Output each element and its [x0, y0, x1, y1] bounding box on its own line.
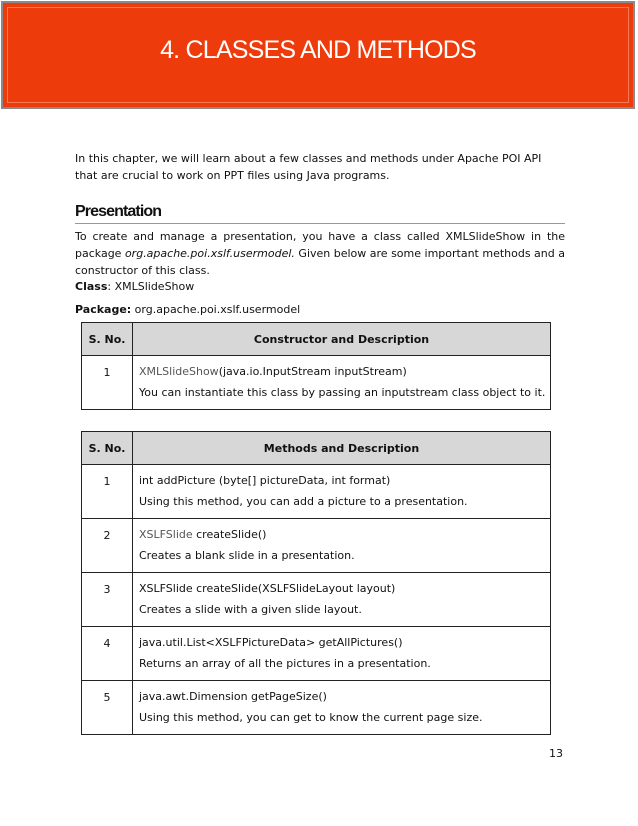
column-header-sno: S. No.	[82, 432, 133, 465]
method-signature	[139, 528, 550, 549]
table-row	[82, 465, 551, 519]
signature-text: createSlide()	[192, 528, 267, 541]
method-description: Creates a blank slide in a presentation.	[139, 549, 355, 562]
table-row	[82, 681, 551, 735]
row-description	[133, 519, 551, 573]
chapter-title: 4. CLASSES AND METHODS	[160, 36, 476, 64]
methods-table	[81, 431, 551, 735]
row-description	[133, 465, 551, 519]
row-description	[133, 573, 551, 627]
presentation-text-before: To create and manage a presentation, you have a class called XMLSlideShow in the package	[75, 230, 565, 260]
method-signature	[139, 474, 550, 495]
table-row	[82, 573, 551, 627]
page-number: 13	[549, 747, 563, 760]
table-row	[82, 627, 551, 681]
row-sno: 1	[82, 356, 133, 410]
row-description	[133, 627, 551, 681]
signature-text: XSLFSlide createSlide(XSLFSlideLayout layout)	[139, 582, 396, 595]
package-value: org.apache.poi.xslf.usermodel	[131, 303, 301, 316]
method-description: Returns an array of all the pictures in a presentation.	[139, 657, 431, 670]
column-header-sno: S. No.	[82, 323, 133, 356]
type-link[interactable]: XSLFSlide	[139, 528, 193, 541]
package-name-italic: org.apache.poi.xslf.usermodel.	[124, 247, 295, 260]
signature-text: java.awt.Dimension getPageSize()	[139, 690, 327, 703]
constructor-table-header-row	[82, 323, 551, 356]
row-sno: 1	[82, 465, 133, 519]
class-link[interactable]: XMLSlideShow	[139, 365, 219, 378]
method-description: Using this method, you can add a picture to a presentation.	[139, 495, 468, 508]
class-value: : XMLSlideShow	[107, 280, 195, 293]
row-sno: 4	[82, 627, 133, 681]
constructor-description: You can instantiate this class by passing an inputstream class object to it.	[139, 386, 546, 399]
method-description: Creates a slide with a given slide layout.	[139, 603, 362, 616]
method-signature	[139, 636, 550, 657]
class-line	[75, 278, 565, 295]
constructor-signature	[139, 365, 550, 386]
signature-params: (java.io.InputStream inputStream)	[218, 365, 407, 378]
constructor-table	[81, 322, 551, 410]
row-sno: 3	[82, 573, 133, 627]
presentation-text-after: Given below are some important methods and a constructor of this class.	[75, 247, 565, 277]
presentation-description	[75, 228, 565, 279]
column-header-methods: Methods and Description	[133, 432, 551, 465]
row-sno: 5	[82, 681, 133, 735]
package-line	[75, 301, 565, 318]
signature-text: java.util.List<XSLFPictureData> getAllPictures()	[139, 636, 403, 649]
signature-text: int addPicture (byte[] pictureData, int format)	[139, 474, 391, 487]
table-row	[82, 519, 551, 573]
method-signature	[139, 582, 550, 603]
class-label: Class	[75, 280, 108, 293]
row-sno: 2	[82, 519, 133, 573]
table-row	[82, 356, 551, 410]
column-header-constructor: Constructor and Description	[133, 323, 551, 356]
method-signature	[139, 690, 550, 711]
chapter-banner	[1, 1, 635, 109]
row-description	[133, 681, 551, 735]
intro-paragraph: In this chapter, we will learn about a few classes and methods under Apache POI API that are crucial to work on PPT files using Java programs.	[75, 152, 542, 182]
section-heading-presentation: Presentation	[75, 203, 565, 224]
method-description: Using this method, you can get to know the current page size.	[139, 711, 483, 724]
package-label: Package:	[75, 303, 132, 316]
row-description	[133, 356, 551, 410]
methods-table-header-row	[82, 432, 551, 465]
